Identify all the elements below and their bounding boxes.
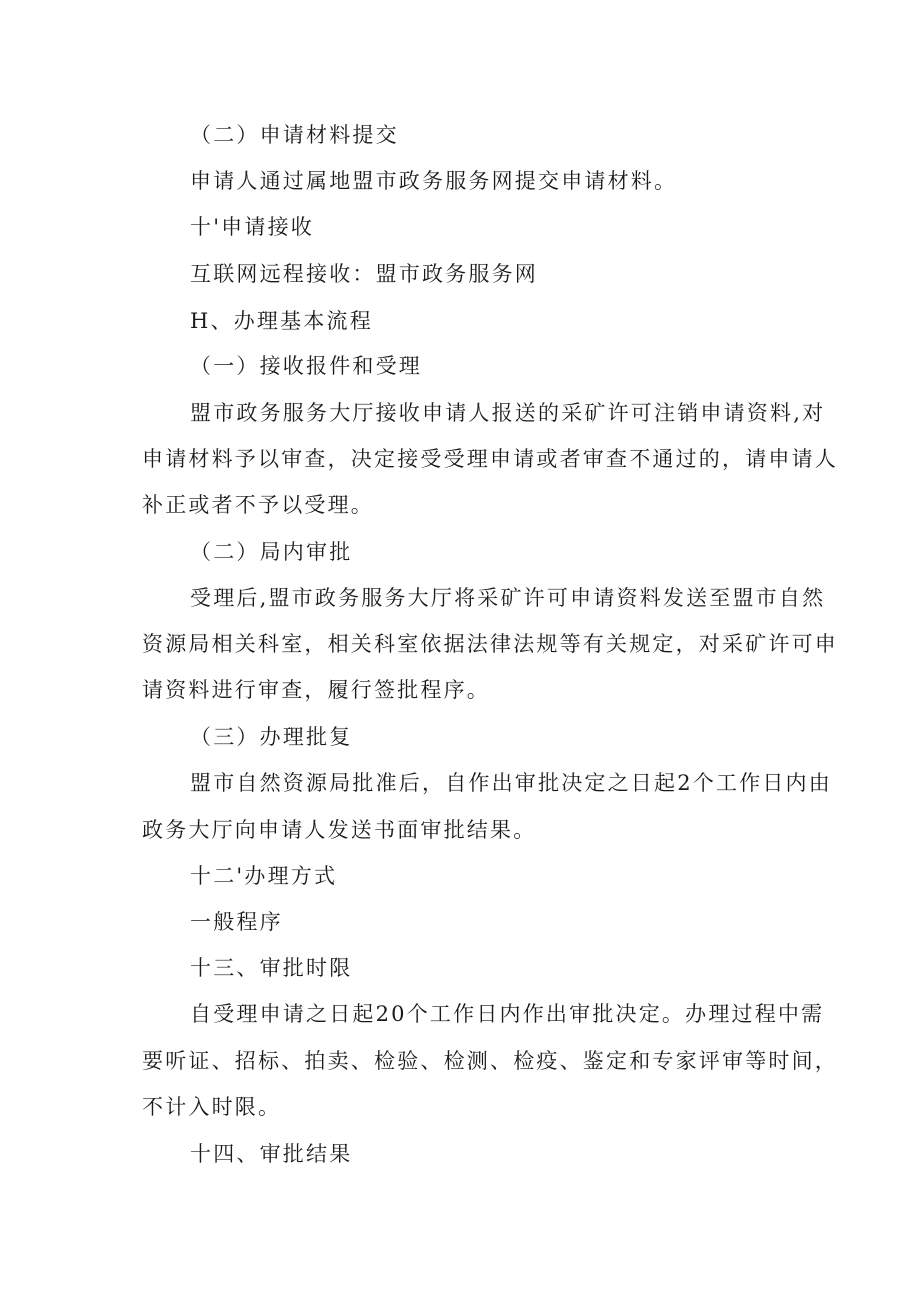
paragraph-time-limit-line-1: 自受理申请之日起20个工作日内作出审批决定。办理过程中需 <box>190 1002 825 1026</box>
paragraph-time-limit-line-3: 不计入时限。 <box>142 1095 282 1119</box>
paragraph-handling-method: 一般程序 <box>190 910 283 934</box>
subheading-approval-reply: （三）办理批复 <box>190 725 353 749</box>
paragraph-approval-line-1: 盟市自然资源局批准后，自作出审批决定之日起2个工作日内由 <box>190 771 832 795</box>
paragraph-review-line-1: 受理后,盟市政务服务大厅将采矿许可申请资料发送至盟市自然 <box>190 586 826 610</box>
paragraph-review-line-2: 资源局相关科室，相关科室依据法律法规等有关规定，对采矿许可申 <box>142 632 838 656</box>
heading-approval-result: 十四、审批结果 <box>190 1142 353 1166</box>
paragraph-submission: 申请人通过属地盟市政务服务网提交申请材料。 <box>190 169 678 193</box>
paragraph-receipt: 互联网远程接收：盟市政务服务网 <box>190 262 538 286</box>
subheading-application-submission: （二）申请材料提交 <box>190 123 399 147</box>
heading-approval-time-limit: 十三、审批时限 <box>190 956 353 980</box>
heading-basic-process: H、办理基本流程 <box>190 309 373 333</box>
paragraph-approval-line-2: 政务大厅向申请人发送书面审批结果。 <box>142 818 537 842</box>
subheading-acceptance: （一）接收报件和受理 <box>190 354 422 378</box>
paragraph-acceptance-line-3: 补正或者不予以受理。 <box>142 493 374 517</box>
paragraph-time-limit-line-2: 要听证、招标、拍卖、检验、检测、检疫、鉴定和专家评审等时间， <box>142 1049 838 1073</box>
subheading-internal-review: （二）局内审批 <box>190 540 353 564</box>
paragraph-acceptance-line-2: 申请材料予以审查，决定接受受理申请或者审查不通过的，请申请人 <box>142 447 838 471</box>
paragraph-acceptance-line-1: 盟市政务服务大厅接收申请人报送的采矿许可注销申请资料,对 <box>190 401 826 425</box>
paragraph-review-line-3: 请资料进行审查，履行签批程序。 <box>142 678 490 702</box>
heading-handling-method: 十二'办理方式 <box>190 864 338 888</box>
heading-application-receipt: 十'申请接收 <box>190 215 314 239</box>
